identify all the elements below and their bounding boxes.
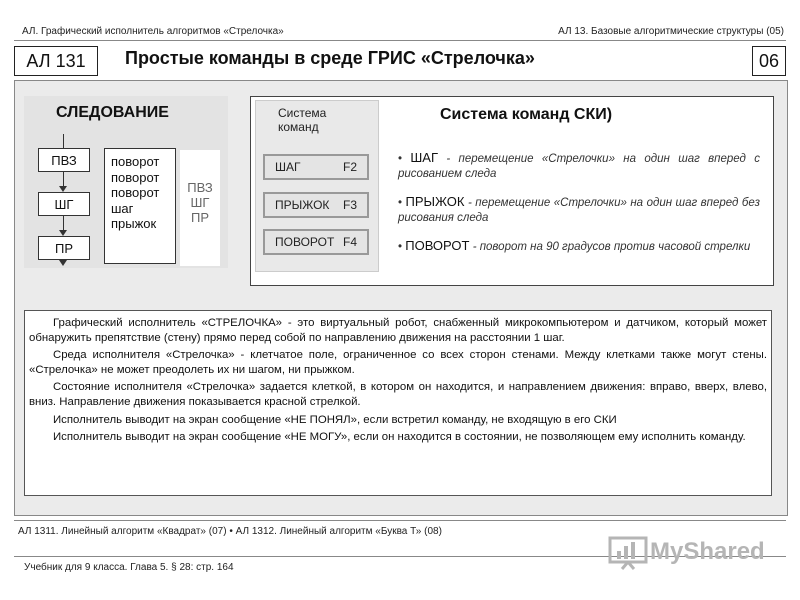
page-title: Простые команды в среде ГРИС «Стрелочка» xyxy=(125,48,535,68)
ski-item-text: - перемещение «Стрелочки» на один шаг вперед без рисования следа xyxy=(398,197,760,224)
flow-line xyxy=(63,215,64,230)
commands-column xyxy=(180,150,220,266)
paragraph: Состояние исполнителя «Стрелочка» задается клеткой, в котором он находится, и направлением движения: вправо, вверх, влево, вниз. Направление движения показывается красной стрелкой. xyxy=(29,381,767,408)
lesson-code: АЛ 131 xyxy=(14,46,98,76)
watermark-logo xyxy=(608,534,768,574)
footer-divider xyxy=(14,520,786,521)
step-button-key: F2 xyxy=(342,160,357,174)
description-item: прыжок xyxy=(111,216,157,232)
turn-button-label: ПОВОРОТ xyxy=(275,235,335,249)
flow-block-pvz: ПВЗ xyxy=(38,148,90,172)
arrow-down-icon xyxy=(59,260,67,266)
paragraph: Исполнитель выводит на экран сообщение «НЕ МОГУ», если он находится в состоянии, не позволяющем ему исполнить команду. xyxy=(53,431,746,444)
description-item: поворот xyxy=(111,154,160,169)
related-links[interactable]: АЛ 1311. Линейный алгоритм «Квадрат» (07) • АЛ 1312. Линейный алгоритм «Буква Т» (08) xyxy=(18,526,442,537)
descriptions-box xyxy=(104,148,176,264)
ski-item-text: - поворот на 90 градусов против часовой стрелки xyxy=(472,241,751,253)
ski-title: Система команд СКИ) xyxy=(440,106,613,123)
step-button[interactable] xyxy=(263,154,369,180)
paragraph: Графический исполнитель «СТРЕЛОЧКА» - это виртуальный робот, снабженный микрокомпьютером и датчиком, который может обнаружить препятствие (стену) прямо перед собой по направлению движения на расстоянии 1 шаг. xyxy=(29,317,767,344)
command-code: ПВЗ xyxy=(187,180,213,195)
flow-block-pr: ПР xyxy=(38,236,90,260)
command-window-title-line: команд xyxy=(278,120,319,134)
flow-line xyxy=(63,134,64,148)
turn-button-key: F4 xyxy=(342,235,357,249)
flow-line xyxy=(63,171,64,186)
ski-item-name: ПОВОРОТ xyxy=(405,238,470,253)
command-window-title-line: Система xyxy=(278,106,327,120)
description-item: шаг xyxy=(111,200,134,216)
ski-item xyxy=(398,238,760,255)
ski-item-text: - перемещение «Стрелочки» на один шаг вперед с рисованием следа xyxy=(398,153,761,180)
jump-button-label: ПРЫЖОК xyxy=(275,198,330,212)
ski-item xyxy=(398,194,760,226)
description-text-box xyxy=(24,310,772,496)
bullet-icon: • xyxy=(398,241,403,253)
command-code: ПР xyxy=(190,210,209,225)
header-right: АЛ 13. Базовые алгоритмические структуры (05) xyxy=(558,26,784,37)
jump-button[interactable] xyxy=(263,192,369,218)
page-number: 06 xyxy=(752,46,786,76)
description-item: поворот xyxy=(111,169,160,185)
watermark-text: MyShared xyxy=(650,538,765,565)
sequence-title: СЛЕДОВАНИЕ xyxy=(56,104,169,121)
ski-item-name: ШАГ xyxy=(410,150,439,165)
command-code: ШГ xyxy=(190,195,210,210)
textbook-reference: Учебник для 9 класса. Глава 5. § 28: стр. 164 xyxy=(24,562,234,573)
turn-button[interactable] xyxy=(263,229,369,255)
presentation-icon xyxy=(608,536,648,570)
bullet-icon: • xyxy=(398,197,403,209)
step-button-label: ШАГ xyxy=(275,160,301,174)
ski-item xyxy=(398,150,760,182)
bullet-icon: • xyxy=(398,153,403,165)
ski-item-name: ПРЫЖОК xyxy=(405,194,465,209)
command-window-title xyxy=(278,106,326,134)
header-left: АЛ. Графический исполнитель алгоритмов «Стрелочка» xyxy=(22,26,284,37)
jump-button-key: F3 xyxy=(342,198,357,212)
header-divider xyxy=(14,40,786,41)
paragraph: Исполнитель выводит на экран сообщение «НЕ ПОНЯЛ», если встретил команду, не входящую в его СКИ xyxy=(53,413,617,426)
paragraph: Среда исполнителя «Стрелочка» - клетчатое поле, ограниченное со всех сторон стенами. Между клетками также могут стены. «Стрелочка» не может преодолеть их ни шагом, ни прыжком. xyxy=(29,349,767,376)
flow-block-shg: ШГ xyxy=(38,192,90,216)
description-item: поворот xyxy=(111,185,160,201)
